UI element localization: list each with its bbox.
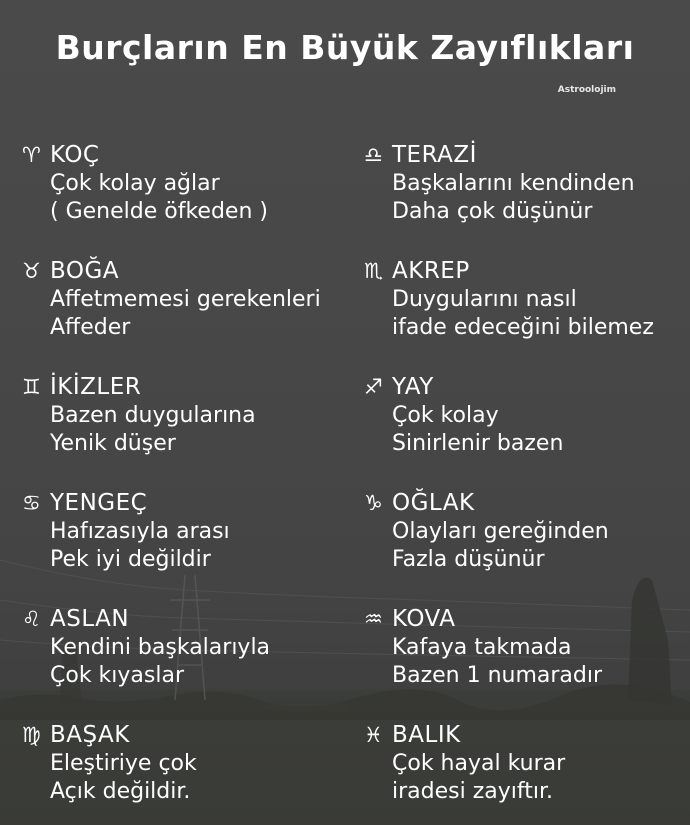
sign-block xyxy=(364,604,602,690)
sign-description-line: ifade edeceğini bilemez xyxy=(392,315,654,340)
sign-header xyxy=(364,604,602,634)
sign-block xyxy=(22,140,268,226)
taurus-icon: ♉ xyxy=(22,259,41,283)
sign-header xyxy=(364,720,565,750)
libra-icon: ♎ xyxy=(364,143,383,167)
sign-name: İKİZLER xyxy=(50,374,142,400)
capricorn-icon: ♑ xyxy=(364,491,383,515)
sign-block xyxy=(22,256,321,342)
sign-header xyxy=(22,720,197,750)
sign-description-line: ( Genelde öfkeden ) xyxy=(50,199,268,224)
scorpio-icon: ♏ xyxy=(364,259,383,283)
sign-description-line: Duygularını nasıl xyxy=(392,287,577,312)
cancer-icon: ♋ xyxy=(22,491,41,515)
leo-icon: ♌ xyxy=(22,607,41,631)
sign-description-line: Fazla düşünür xyxy=(392,547,545,572)
sign-description-line: Bazen 1 numaradır xyxy=(392,663,603,688)
sign-name: BAŞAK xyxy=(50,722,130,748)
sign-block xyxy=(364,372,563,458)
sign-description-line: Pek iyi değildir xyxy=(50,547,211,572)
sign-block xyxy=(22,604,270,690)
sagittarius-icon: ♐ xyxy=(364,375,383,399)
sign-description-line: Affetmemesi gerekenleri xyxy=(50,287,321,312)
sign-name: YAY xyxy=(392,374,434,400)
sign-header xyxy=(364,256,654,286)
pisces-icon: ♓ xyxy=(364,723,383,747)
sign-header xyxy=(364,372,563,402)
sign-header xyxy=(364,140,635,170)
sign-name: AKREP xyxy=(392,258,470,284)
sign-description-line: Çok kolay ağlar xyxy=(50,171,220,196)
sign-description-line: Eleştiriye çok xyxy=(50,751,197,776)
sign-description-line: Olayları gereğinden xyxy=(392,519,609,544)
sign-header xyxy=(364,488,609,518)
sign-block xyxy=(364,488,609,574)
sign-description-line: Daha çok düşünür xyxy=(392,199,593,224)
page-title: Burçların En Büyük Zayıflıkları xyxy=(55,28,635,67)
sign-description-line: iradesi zayıftır. xyxy=(392,779,553,804)
sign-header xyxy=(22,604,270,634)
sign-name: KOVA xyxy=(392,606,456,632)
sign-name: BALIK xyxy=(392,722,461,748)
sign-name: YENGEÇ xyxy=(50,490,148,516)
sign-description-line: Çok kıyaslar xyxy=(50,663,185,688)
sign-description-line: Kendini başkalarıyla xyxy=(50,635,271,660)
sign-block xyxy=(364,256,654,342)
sign-name: ASLAN xyxy=(50,606,130,632)
sign-name: TERAZİ xyxy=(392,142,477,168)
sign-block xyxy=(364,720,565,806)
sign-name: KOÇ xyxy=(50,142,100,168)
sign-description-line: Sinirlenir bazen xyxy=(392,431,564,456)
aquarius-icon: ♒ xyxy=(364,607,383,631)
sign-description-line: Başkalarını kendinden xyxy=(392,171,635,196)
virgo-icon: ♍ xyxy=(22,723,41,747)
sign-block xyxy=(364,140,635,226)
sign-header xyxy=(22,140,268,170)
sign-description-line: Çok kolay xyxy=(392,403,499,428)
sign-block xyxy=(22,720,197,806)
sign-name: OĞLAK xyxy=(392,490,475,516)
sign-header xyxy=(22,256,321,286)
sign-description-line: Affeder xyxy=(50,315,131,340)
gemini-icon: ♊ xyxy=(22,375,41,399)
aries-icon: ♈ xyxy=(22,143,41,167)
sign-description-line: Hafızasıyla arası xyxy=(50,519,230,544)
sign-description-line: Kafaya takmada xyxy=(392,635,572,660)
sign-name: BOĞA xyxy=(50,258,120,284)
sign-description-line: Yenik düşer xyxy=(50,431,176,456)
sign-description-line: Bazen duygularına xyxy=(50,403,256,428)
sign-block xyxy=(22,372,256,458)
sign-block xyxy=(22,488,230,574)
credit-watermark: Astroolojim xyxy=(557,85,616,95)
sign-header xyxy=(22,372,256,402)
sign-description-line: Çok hayal kurar xyxy=(392,751,566,776)
sign-description-line: Açık değildir. xyxy=(50,779,191,804)
sign-header xyxy=(22,488,230,518)
